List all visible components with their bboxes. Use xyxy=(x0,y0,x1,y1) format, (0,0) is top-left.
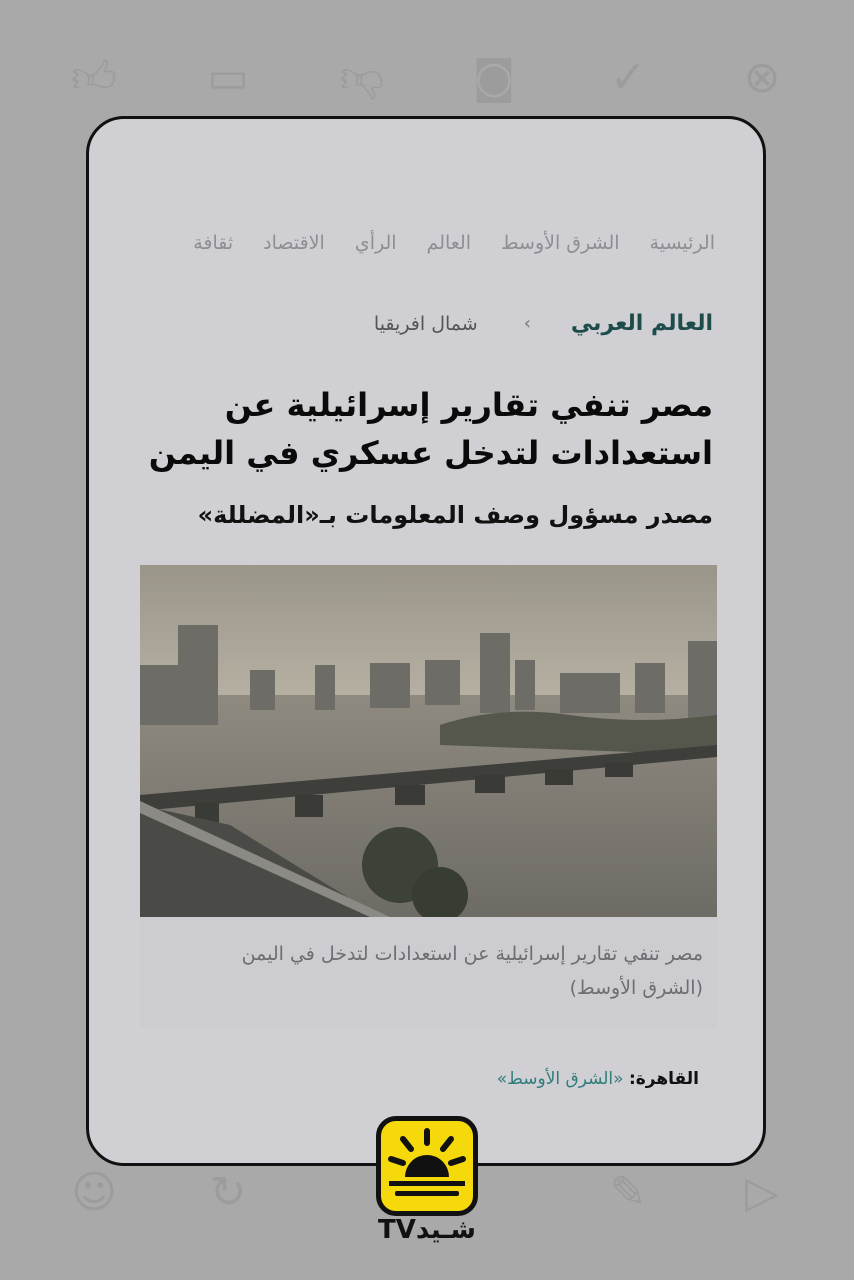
breadcrumb xyxy=(374,311,713,336)
play-icon: ▷ xyxy=(745,1167,779,1218)
sun-logo-icon xyxy=(376,1116,478,1216)
refresh-icon: ↻ xyxy=(209,1167,247,1218)
check-circle-icon: ✓ xyxy=(609,52,647,103)
photo-caption xyxy=(140,917,717,1027)
city-river-image xyxy=(140,565,717,917)
chevron-icon: › xyxy=(523,313,531,334)
edit-icon: ✎ xyxy=(609,1167,647,1218)
nav-item-world[interactable]: العالم xyxy=(426,232,472,254)
breadcrumb-subsection[interactable]: شمال افريقيا xyxy=(373,312,478,335)
caption-credit: (الشرق الأوسط) xyxy=(569,977,703,999)
thumbs-down-icon: 👎︎ xyxy=(339,52,385,103)
phone-screen xyxy=(86,116,766,1166)
section-nav xyxy=(89,225,763,261)
thumbs-up-icon: 👍︎ xyxy=(71,52,117,103)
article-dateline xyxy=(497,1069,699,1089)
logo-wordmark: شـيدTV xyxy=(378,1215,476,1245)
article-photo[interactable] xyxy=(140,565,717,917)
camera-icon: ◙ xyxy=(472,52,516,103)
nav-item-economy[interactable]: الاقتصاد xyxy=(263,232,325,254)
breadcrumb-section[interactable]: العالم العربي xyxy=(570,311,713,336)
article-headline: مصر تنفي تقارير إسرائيلية عن استعدادات لتدخل عسكري في اليمن xyxy=(148,386,713,472)
user-icon: ☺ xyxy=(71,1167,117,1218)
nav-item-opinion[interactable]: الرأي xyxy=(354,232,397,254)
video-icon: ▭ xyxy=(207,52,249,103)
nav-item-home[interactable]: الرئيسية xyxy=(649,232,715,254)
caption-text: مصر تنفي تقارير إسرائيلية عن استعدادات لتدخل في اليمن xyxy=(241,943,703,965)
close-circle-icon: ⊗ xyxy=(743,52,781,103)
nav-item-middle-east[interactable]: الشرق الأوسط xyxy=(501,232,620,254)
article-subheadline: مصدر مسؤول وصف المعلومات بـ«المضللة» xyxy=(197,501,713,529)
nav-item-culture[interactable]: ثقافة xyxy=(193,232,234,254)
dateline-city: القاهرة: xyxy=(628,1069,699,1089)
dateline-source-link[interactable]: «الشرق الأوسط» xyxy=(496,1069,624,1089)
